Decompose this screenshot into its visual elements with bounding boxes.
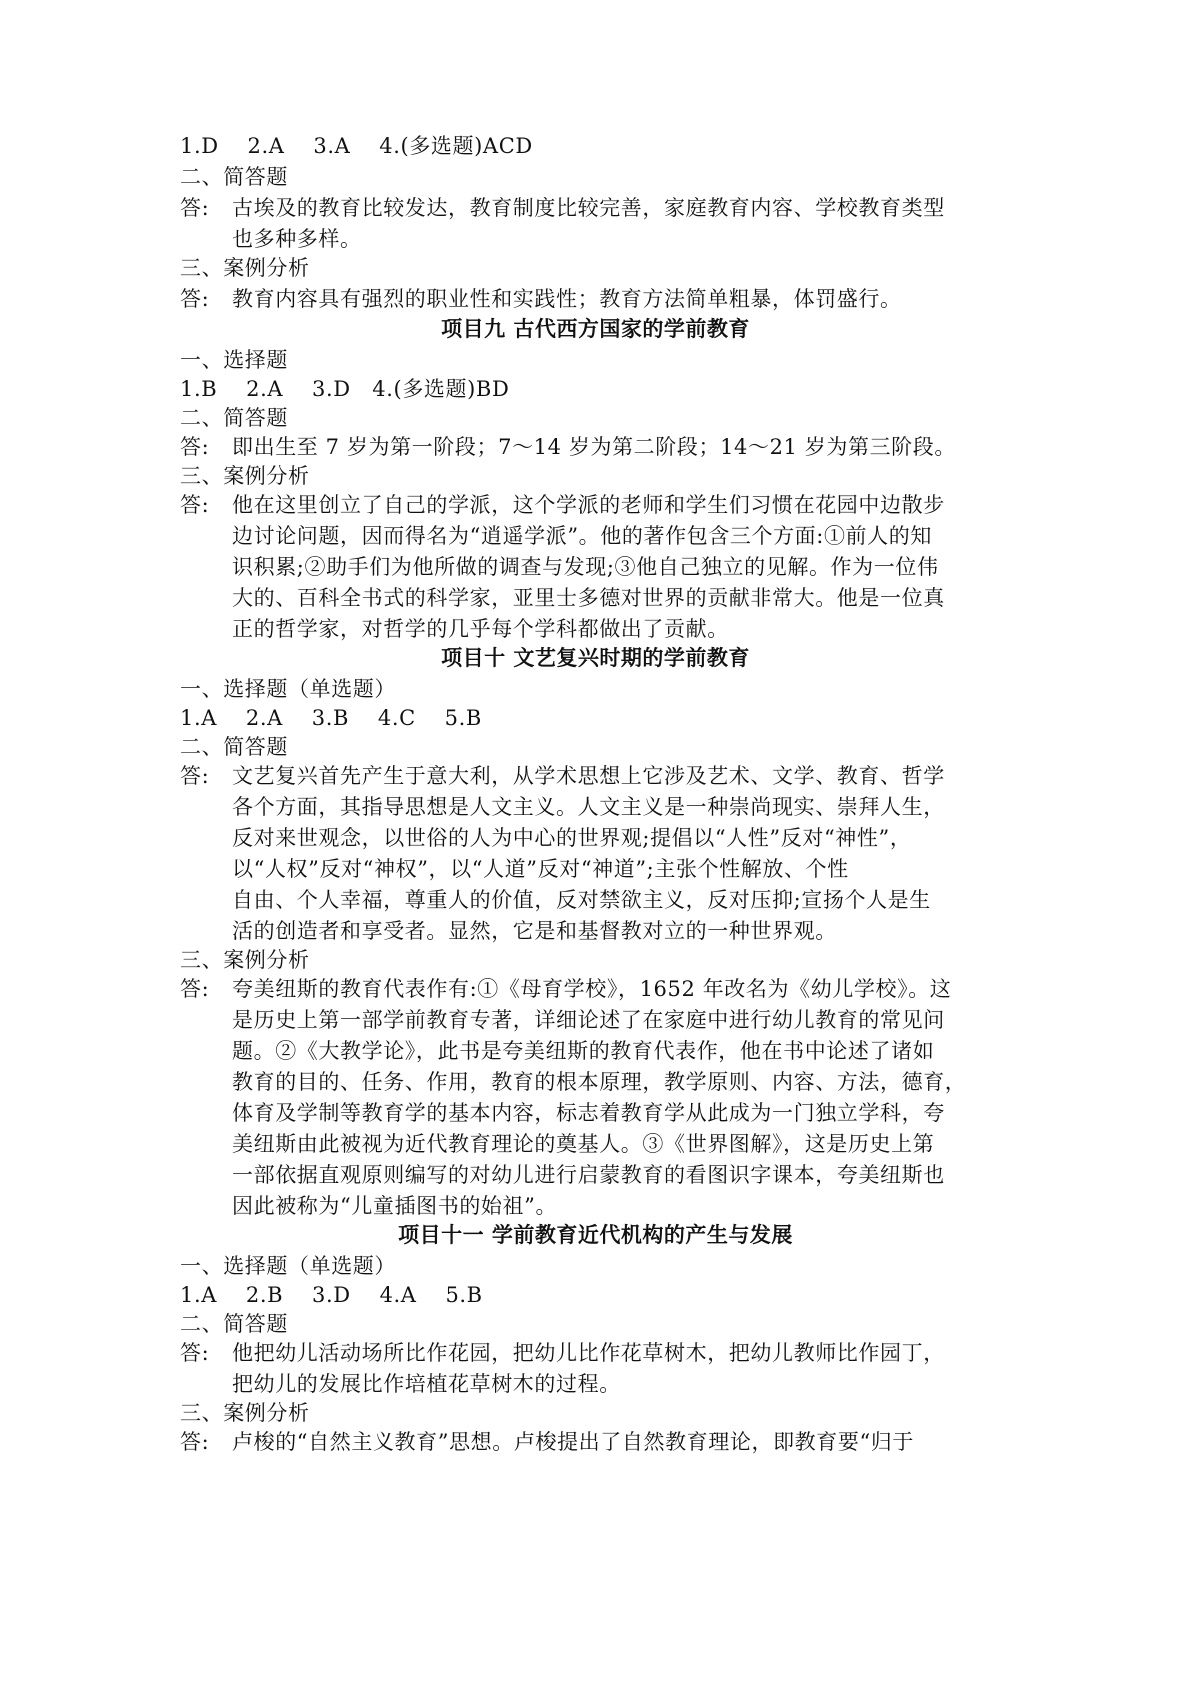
answer-text: 因此被称为“儿童插图书的始祖”。 xyxy=(232,1194,558,1218)
project-title: 项目十一 学前教育近代机构的产生与发展 xyxy=(398,1223,793,1247)
choice-answers: 1.A 2.B 3.D 4.A 5.B xyxy=(180,1283,483,1307)
section-heading: 二、简答题 xyxy=(180,1312,288,1336)
answer-text: 他在这里创立了自己的学派，这个学派的老师和学生们习惯在花园中边散步 xyxy=(232,493,945,517)
answer-label: 答: xyxy=(180,977,210,1001)
answer-text: 教育的目的、任务、作用，教育的根本原理，教学原则、内容、方法，德育， xyxy=(232,1070,967,1094)
answer-text: 反对来世观念，以世俗的人为中心的世界观;提倡以“人性”反对“神性”， xyxy=(232,826,912,850)
answer-text: 美纽斯由此被视为近代教育理论的奠基人。③《世界图解》，这是历史上第 xyxy=(232,1132,935,1156)
section-heading: 二、简答题 xyxy=(180,735,288,759)
answer-text: 夸美纽斯的教育代表作有:①《母育学校》，1652 年改名为《幼儿学校》。这 xyxy=(232,977,952,1001)
answer-text: 活的创造者和享受者。显然，它是和基督教对立的一种世界观。 xyxy=(232,919,837,943)
answer-text: 边讨论问题，因而得名为“逍遥学派”。他的著作包含三个方面:①前人的知 xyxy=(232,524,932,548)
project-title: 项目十 文艺复兴时期的学前教育 xyxy=(441,646,750,670)
answer-text: 自由、个人幸福，尊重人的价值，反对禁欲主义，反对压抑;宣扬个人是生 xyxy=(232,888,931,912)
answer-text: 以“人权”反对“神权”，以“人道”反对“神道”;主张个性解放、个性 xyxy=(232,857,849,881)
answer-label: 答: xyxy=(180,493,210,517)
project-title: 项目九 古代西方国家的学前教育 xyxy=(441,317,750,341)
answer-line xyxy=(180,1338,945,1369)
answer-label: 答: xyxy=(180,764,210,788)
answer-line xyxy=(180,284,902,315)
answer-line xyxy=(180,193,945,224)
section-heading: 三、案例分析 xyxy=(180,1401,310,1425)
answer-line xyxy=(180,490,945,521)
answer-text: 即出生至 7 岁为第一阶段；7～14 岁为第二阶段；14～21 岁为第三阶段。 xyxy=(232,435,956,459)
choice-answers: 1.D 2.A 3.A 4.(多选题)ACD xyxy=(180,134,533,158)
answer-text: 正的哲学家，对哲学的几乎每个学科都做出了贡献。 xyxy=(232,617,729,641)
answer-line xyxy=(180,974,951,1005)
section-heading: 二、简答题 xyxy=(180,165,288,189)
answer-line xyxy=(180,761,945,792)
section-heading: 一、选择题（单选题） xyxy=(180,677,396,701)
section-heading: 一、选择题 xyxy=(180,348,288,372)
answer-text: 题。②《大教学论》，此书是夸美纽斯的教育代表作，他在书中论述了诸如 xyxy=(232,1039,935,1063)
answer-text: 大的、百科全书式的科学家，亚里士多德对世界的贡献非常大。他是一位真 xyxy=(232,586,945,610)
answer-line xyxy=(180,1427,914,1458)
answer-text: 教育内容具有强烈的职业性和实践性；教育方法简单粗暴，体罚盛行。 xyxy=(232,287,902,311)
answer-text: 卢梭的“自然主义教育”思想。卢梭提出了自然教育理论，即教育要“归于 xyxy=(232,1430,915,1454)
answer-text: 古埃及的教育比较发达，教育制度比较完善，家庭教育内容、学校教育类型 xyxy=(232,196,945,220)
section-heading: 三、案例分析 xyxy=(180,256,310,280)
answer-text: 他把幼儿活动场所比作花园，把幼儿比作花草树木，把幼儿教师比作园丁， xyxy=(232,1341,945,1365)
choice-answers: 1.B 2.A 3.D 4.(多选题)BD xyxy=(180,377,510,401)
answer-label: 答: xyxy=(180,1430,210,1454)
answer-text: 也多种多样。 xyxy=(232,227,362,251)
answer-text: 识积累;②助手们为他所做的调查与发现;③他自己独立的见解。作为一位伟 xyxy=(232,555,939,579)
answer-label: 答: xyxy=(180,196,210,220)
answer-label: 答: xyxy=(180,287,210,311)
answer-label: 答: xyxy=(180,435,210,459)
answer-text: 一部依据直观原则编写的对幼儿进行启蒙教育的看图识字课本，夸美纽斯也 xyxy=(232,1163,945,1187)
answer-text: 各个方面，其指导思想是人文主义。人文主义是一种崇尚现实、崇拜人生， xyxy=(232,795,945,819)
section-heading: 三、案例分析 xyxy=(180,948,310,972)
section-heading: 二、简答题 xyxy=(180,406,288,430)
section-heading: 三、案例分析 xyxy=(180,464,310,488)
answer-text: 是历史上第一部学前教育专著，详细论述了在家庭中进行幼儿教育的常见问 xyxy=(232,1008,945,1032)
answer-text: 把幼儿的发展比作培植花草树木的过程。 xyxy=(232,1372,621,1396)
answer-text: 文艺复兴首先产生于意大利，从学术思想上它涉及艺术、文学、教育、哲学 xyxy=(232,764,945,788)
answer-line xyxy=(180,432,956,463)
choice-answers: 1.A 2.A 3.B 4.C 5.B xyxy=(180,706,482,730)
answer-text: 体育及学制等教育学的基本内容，标志着教育学从此成为一门独立学科，夸 xyxy=(232,1101,945,1125)
answer-label: 答: xyxy=(180,1341,210,1365)
section-heading: 一、选择题（单选题） xyxy=(180,1254,396,1278)
